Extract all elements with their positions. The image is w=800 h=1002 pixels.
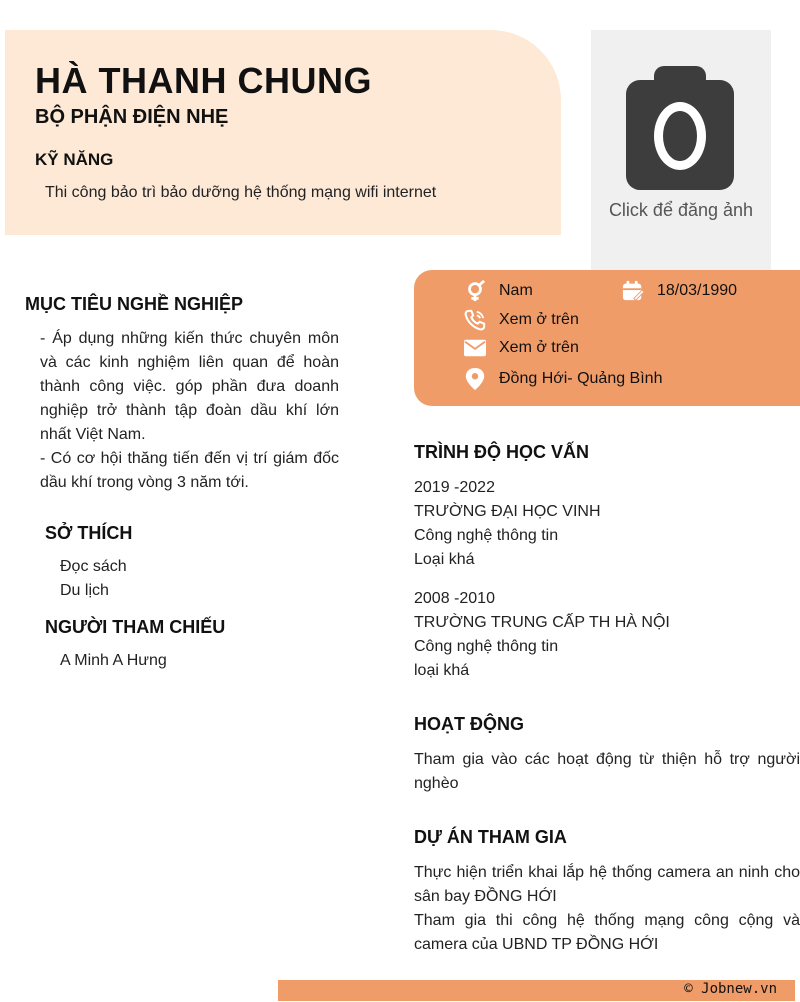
references-list: [60, 649, 167, 673]
project-item: Tham gia thi công hệ thống mạng công cộng và camera của UBND TP ĐỒNG HỚI: [414, 912, 800, 953]
hobbies-heading: SỞ THÍCH: [45, 523, 133, 543]
education-entry: [414, 476, 601, 572]
education-school: TRƯỜNG ĐẠI HỌC VINH: [414, 503, 601, 520]
email-row: [464, 338, 579, 358]
gender-icon: [464, 280, 486, 302]
phone-icon: [464, 309, 486, 331]
footer-bar: [278, 980, 795, 1001]
skills-heading: KỸ NĂNG: [35, 150, 114, 169]
phone-value: Xem ở trên: [499, 311, 579, 328]
education-years: 2008 -2010: [414, 590, 495, 607]
contact-info-card: [414, 270, 800, 406]
address-row: [464, 367, 662, 391]
gender-value: Nam: [499, 282, 533, 299]
activities-heading: HOẠT ĐỘNG: [414, 714, 524, 734]
projects-list: [414, 861, 800, 957]
envelope-icon: [464, 338, 486, 358]
references-heading: NGƯỜI THAM CHIẾU: [45, 617, 226, 637]
hobby-item: Đọc sách: [60, 558, 127, 575]
footer-copyright: © Jobnew.vn: [684, 981, 777, 997]
education-grade: loại khá: [414, 662, 470, 679]
address-value: Đồng Hới- Quảng Bình: [499, 370, 663, 387]
phone-row: [464, 309, 579, 331]
education-major: Công nghệ thông tin: [414, 527, 559, 544]
hobbies-list: [60, 555, 127, 603]
education-grade: Loại khá: [414, 551, 475, 568]
camera-icon: [626, 64, 736, 190]
location-pin-icon: [464, 367, 486, 391]
hobby-item: Du lịch: [60, 582, 109, 599]
project-item: Thực hiện triển khai lắp hệ thống camera an ninh cho sân bay ĐỒNG HỚI: [414, 864, 800, 905]
education-heading: TRÌNH ĐỘ HỌC VẤN: [414, 442, 589, 462]
objective-item: - Có cơ hội thăng tiến đến vị trí giám đốc dầu khí trong vòng 3 năm tới.: [40, 450, 339, 491]
photo-caption: Click để đăng ảnh: [608, 200, 754, 220]
birthday-row: [622, 280, 737, 302]
education-years: 2019 -2022: [414, 479, 495, 496]
gender-row: [464, 280, 533, 302]
objective-heading: MỤC TIÊU NGHỀ NGHIỆP: [25, 294, 244, 314]
objective-item: - Áp dụng những kiến thức chuyên môn và các kinh nghiệm liên quan để hoàn thành công việc. góp phần đưa doanh nghiệp trở thành tập đoàn dầu khí lớn nhất Việt Nam.: [40, 330, 339, 443]
candidate-name: HÀ THANH CHUNG: [35, 60, 372, 101]
reference-item: A Minh A Hưng: [60, 652, 167, 669]
candidate-position: BỘ PHẬN ĐIỆN NHẸ: [35, 106, 229, 128]
photo-upload[interactable]: [591, 30, 771, 270]
education-entry: [414, 587, 670, 683]
skills-text: Thi công bảo trì bảo dưỡng hệ thống mạng wifi internet: [45, 184, 437, 201]
education-school: TRƯỜNG TRUNG CẤP TH HÀ NỘI: [414, 614, 670, 631]
objective-text: [40, 327, 339, 495]
birthday-value: 18/03/1990: [657, 282, 738, 299]
email-value: Xem ở trên: [499, 339, 579, 356]
activities-text: Tham gia vào các hoạt động từ thiện hỗ trợ người nghèo: [414, 751, 800, 792]
projects-heading: DỰ ÁN THAM GIA: [414, 827, 567, 847]
calendar-icon: [622, 280, 644, 302]
education-major: Công nghệ thông tin: [414, 638, 559, 655]
